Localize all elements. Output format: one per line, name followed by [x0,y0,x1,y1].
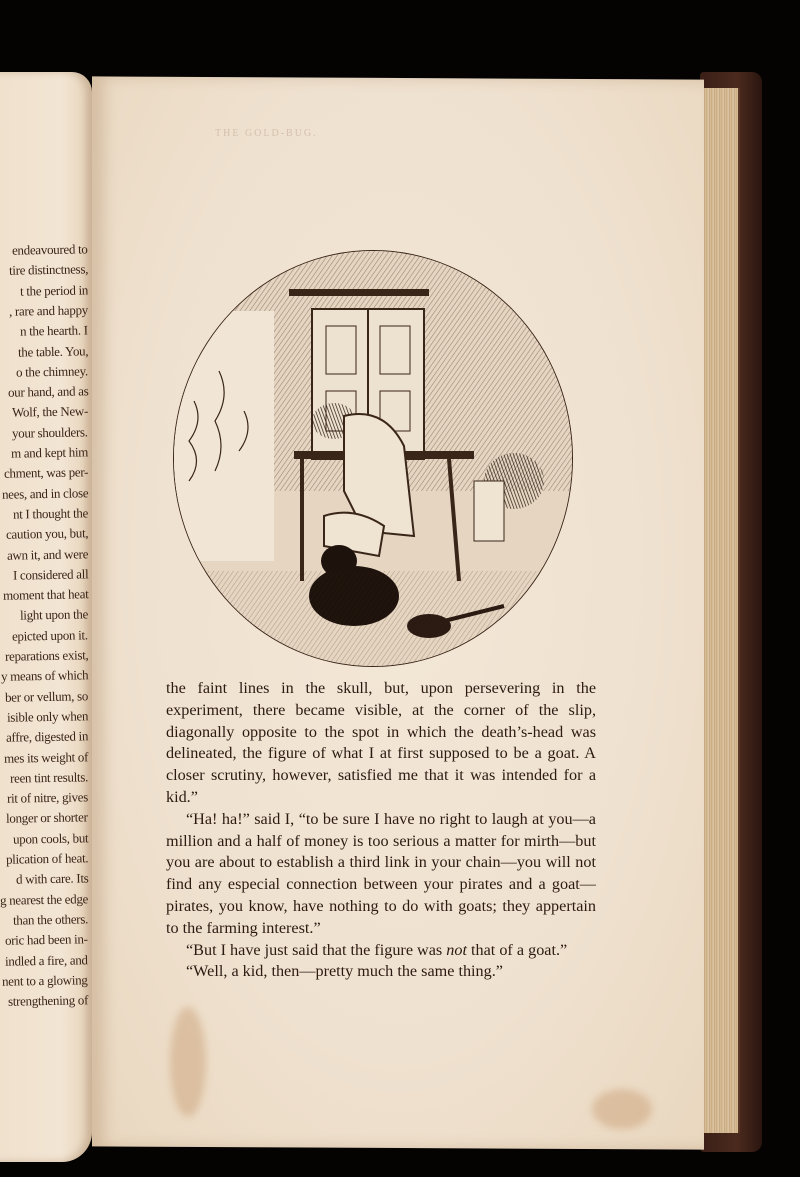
left-page-line: t the period in [19,282,89,299]
left-page-line: tire distinctness, [8,261,89,278]
circular-engraving-illustration [173,250,573,667]
left-page-line: isible only when [6,708,89,725]
page-block-edges [700,88,740,1133]
foxing-stain [592,1089,652,1129]
left-page-line: light upon the [19,606,89,623]
left-page-line: indled a fire, and [5,951,89,969]
paragraph: “Well, a kid, then—pretty much the same thing.” [186,962,503,981]
left-page [0,72,92,1162]
paragraph-text: that of a goat.” [466,940,568,959]
paragraph: “Ha! ha!” said I, “to be sure I have no right to laugh at you—a million and a half of money is too serious a matter for mirth—but you are about to establish a third link in your chain—you will not find any especial connection between your pirates and a goat—pirates, you know, have nothing to do with goats; they appertain to the farming interest.” [166,809,596,937]
left-page-line: endeavoured to [12,241,89,258]
left-page-line: affre, digested in [5,728,89,745]
left-page-line: nent to a glowing [2,972,89,989]
left-page-line: moment that heat [2,586,89,603]
engraving-scene-icon [174,251,572,666]
left-page-line: caution you, but, [5,525,89,542]
paragraph-text: “But I have just said that the figure was [186,940,447,959]
left-page-line: awn it, and were [6,545,89,563]
left-page-line: oric had been in- [5,931,89,948]
left-page-line: reen tint results. [9,769,89,786]
left-page-line: y means of which [0,667,89,685]
left-page-line: nees, and in close [1,484,89,502]
left-page-line: m and kept him [10,444,89,461]
running-head: THE GOLD-BUG. [215,128,318,139]
left-page-line: reparations exist, [4,647,89,664]
paragraph [166,940,596,962]
left-page-line: the table. You, [17,342,89,360]
left-page-line: rit of nitre, gives [6,789,89,806]
body-text [166,678,596,983]
left-page-line: n the hearth. I [20,322,89,339]
paragraph: the faint lines in the skull, but, upon persevering in the experiment, there became visible, at the corner of the slip, diagonally opposite to the spot in which the death’s-head was delineated, the figure of what I at first supposed to be a goat. A closer scrutiny, however, satisfied me that it was intended for a kid.” [166,679,596,806]
emphasis-text: not [446,940,467,959]
left-page-line: strengthening of [7,992,89,1009]
foxing-stain [170,1007,206,1117]
left-page-line: o the chimney. [16,363,89,380]
left-page-line: longer or shorter [6,809,89,827]
left-page-line: than the others. [12,911,89,928]
left-page-line: your shoulders. [12,424,89,441]
left-page-line: nt I thought the [12,505,89,522]
left-page-line: ber or vellum, so [4,687,89,705]
left-page-line: , rare and happy [8,302,89,319]
left-page-line: g nearest the edge [0,890,89,908]
left-page-line: chment, was per- [3,464,89,482]
left-page-line: our hand, and as [7,383,89,400]
left-page-line: mes its weight of [3,748,89,766]
left-page-line: upon cools, but [12,830,89,847]
left-page-line: epicted upon it. [12,627,89,644]
left-page-line: I considered all [12,566,89,583]
left-page-line: plication of heat. [5,850,89,867]
left-page-line: d with care. Its [15,870,89,887]
left-page-line: Wolf, the New- [11,403,89,421]
